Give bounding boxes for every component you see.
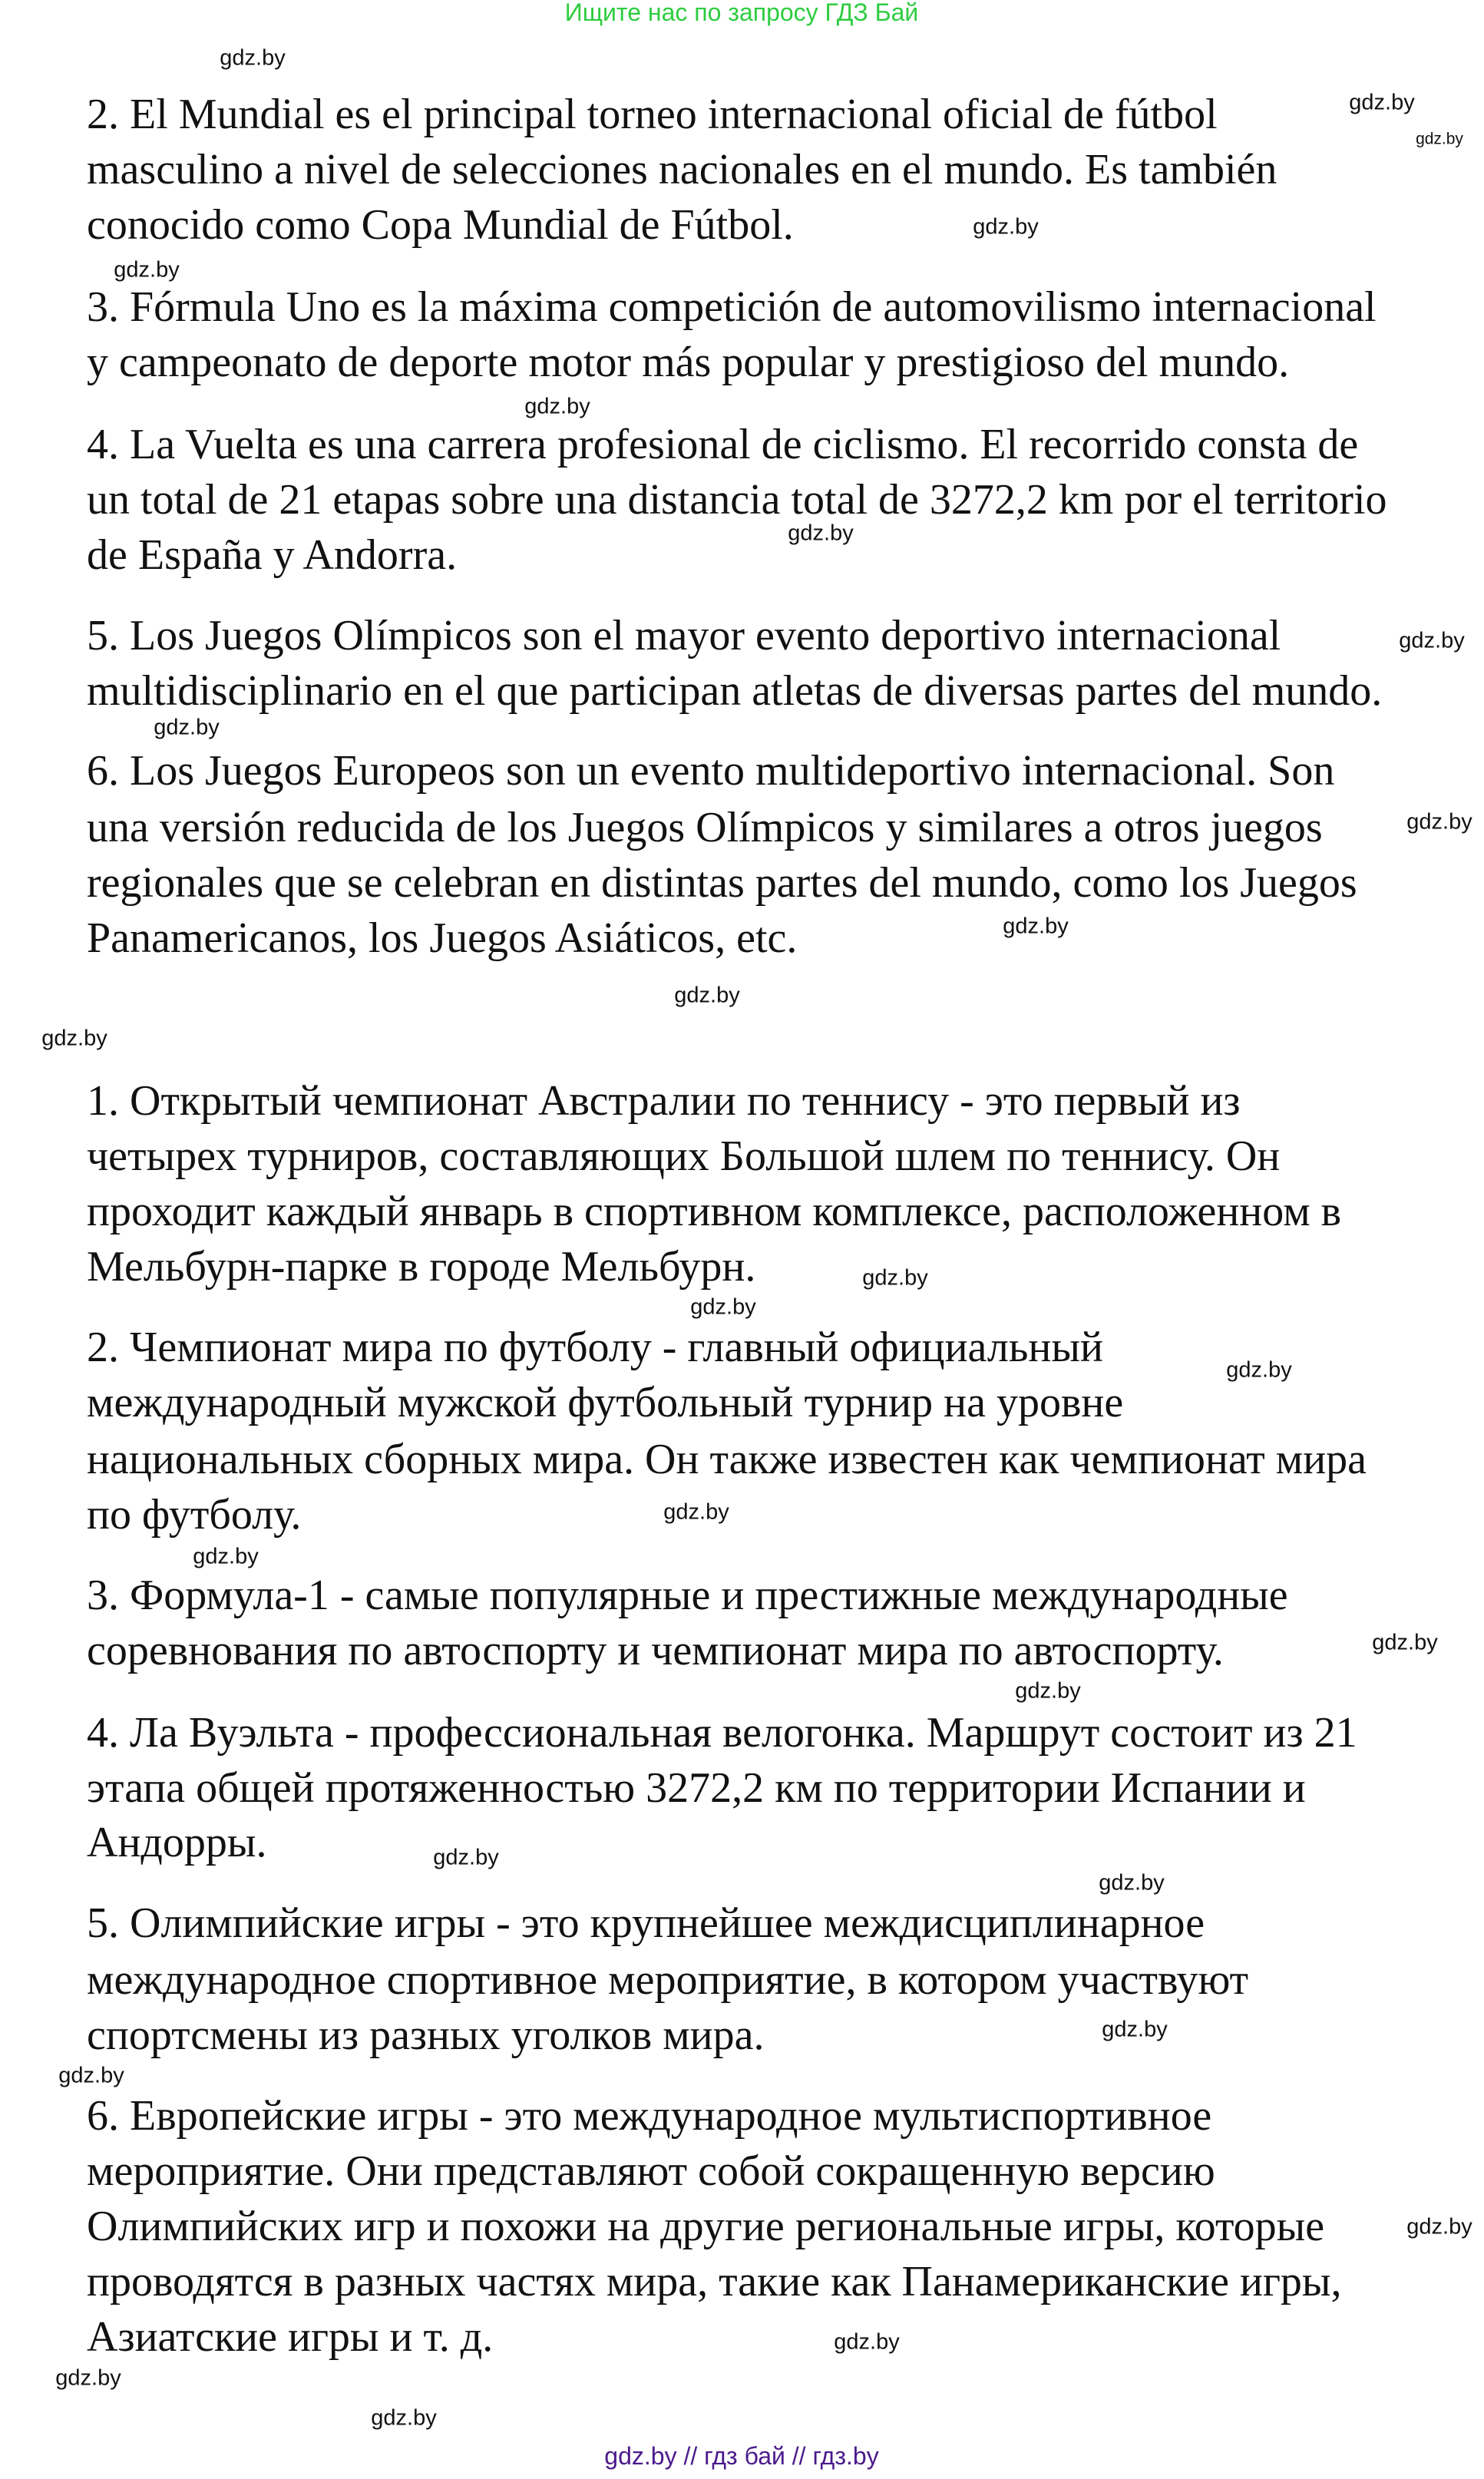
text-line: соревнования по автоспорту и чемпионат мира по автоспорту. — [87, 1627, 1224, 1674]
watermark: gdz.by — [973, 214, 1039, 240]
text-line: мероприятие. Они представляют собой сокращенную версию — [87, 2147, 1215, 2195]
text-line: по футболу. — [87, 1491, 302, 1539]
watermark: gdz.by — [114, 257, 180, 283]
watermark: gdz.by — [193, 1544, 259, 1569]
watermark: gdz.by — [834, 2329, 900, 2355]
watermark: gdz.by — [862, 1265, 928, 1291]
text-line: 1. Открытый чемпионат Австралии по теннису - это первый из — [87, 1077, 1241, 1125]
watermark: gdz.by — [788, 521, 854, 546]
watermark: gdz.by — [41, 1026, 107, 1051]
text-line: четырех турниров, составляющих Большой шлем по теннису. Он — [87, 1132, 1281, 1180]
watermark: gdz.by — [690, 1294, 756, 1320]
text-line: Мельбурн-парке в городе Мельбурн. — [87, 1243, 756, 1291]
watermark: gdz.by — [1416, 130, 1463, 148]
watermark: gdz.by — [220, 45, 286, 71]
text-line: de España y Andorra. — [87, 531, 458, 579]
watermark: gdz.by — [1015, 1678, 1081, 1704]
text-line: conocido como Copa Mundial de Fútbol. — [87, 201, 794, 249]
text-line: 6. Los Juegos Europeos son un evento multideportivo internacional. Son — [87, 747, 1335, 795]
text-line: un total de 21 etapas sobre una distancia total de 3272,2 km por el territorio — [87, 476, 1387, 524]
text-line: 2. El Mundial es el principal torneo internacional oficial de fútbol — [87, 91, 1218, 138]
text-line: 5. Олимпийские игры - это крупнейшее междисциплинарное — [87, 1899, 1205, 1947]
watermark: gdz.by — [1226, 1357, 1292, 1383]
text-line: Андорры. — [87, 1819, 267, 1866]
text-line: una versión reducida de los Juegos Olímpicos y similares a otros juegos — [87, 804, 1323, 851]
text-line: Panamericanos, los Juegos Asiáticos, etc. — [87, 914, 798, 962]
watermark: gdz.by — [1003, 914, 1069, 939]
text-line: masculino a nivel de selecciones nacionales en el mundo. Es también — [87, 146, 1277, 193]
text-line: 5. Los Juegos Olímpicos son el mayor evento deportivo internacional — [87, 612, 1281, 659]
watermark: gdz.by — [1399, 628, 1465, 653]
watermark: gdz.by — [674, 983, 740, 1008]
watermark: gdz.by — [1099, 1870, 1165, 1896]
text-line: спортсмены из разных уголков мира. — [87, 2011, 765, 2059]
text-line: 3. Fórmula Uno es la máxima competición de automovilismo internacional — [87, 283, 1377, 331]
text-line: проходит каждый январь в спортивном комплексе, расположенном в — [87, 1188, 1342, 1235]
watermark: gdz.by — [154, 715, 220, 740]
text-line: multidisciplinario en el que participan atletas de diversas partes del mundo. — [87, 667, 1383, 715]
watermark: gdz.by — [663, 1499, 729, 1525]
text-line: национальных сборных мира. Он также известен как чемпионат мира — [87, 1436, 1367, 1483]
text-line: 2. Чемпионат мира по футболу - главный официальный — [87, 1324, 1103, 1371]
text-line: проводятся в разных частях мира, такие как Панамериканские игры, — [87, 2258, 1342, 2305]
text-line: 4. La Vuelta es una carrera profesional de ciclismo. El recorrido consta de — [87, 421, 1359, 468]
watermark: gdz.by — [1102, 2017, 1168, 2042]
watermark: gdz.by — [1372, 1630, 1438, 1655]
text-line: 4. Ла Вуэльта - профессиональная велогонка. Маршрут состоит из 21 — [87, 1709, 1357, 1757]
watermark: gdz.by — [371, 2405, 437, 2431]
text-line: 3. Формула-1 - самые популярные и престижные международные — [87, 1572, 1288, 1619]
watermark: gdz.by — [1406, 809, 1472, 835]
text-line: y campeonato de deporte motor más popular y prestigioso del mundo. — [87, 339, 1290, 386]
watermark: gdz.by — [1349, 90, 1415, 115]
search-hint-banner[interactable]: Ищите нас по запросу ГДЗ Бай — [564, 0, 919, 26]
text-line: regionales que se celebran en distintas partes del mundo, como los Juegos — [87, 859, 1357, 907]
watermark: gdz.by — [55, 2365, 121, 2391]
watermark: gdz.by — [524, 394, 590, 419]
text-line: Олимпийских игр и похожи на другие региональные игры, которые — [87, 2203, 1325, 2250]
text-line: Азиатские игры и т. д. — [87, 2313, 494, 2361]
footer-links[interactable]: gdz.by // гдз бай // гдз.by — [604, 2442, 879, 2470]
watermark: gdz.by — [58, 2063, 124, 2088]
watermark: gdz.by — [433, 1845, 499, 1870]
text-line: международный мужской футбольный турнир на уровне — [87, 1379, 1124, 1426]
text-line: международное спортивное мероприятие, в котором участвуют — [87, 1956, 1249, 2004]
text-line: этапа общей протяженностью 3272,2 км по территории Испании и — [87, 1764, 1306, 1812]
text-line: 6. Европейские игры - это международное мультиспортивное — [87, 2092, 1212, 2140]
watermark: gdz.by — [1406, 2214, 1472, 2239]
